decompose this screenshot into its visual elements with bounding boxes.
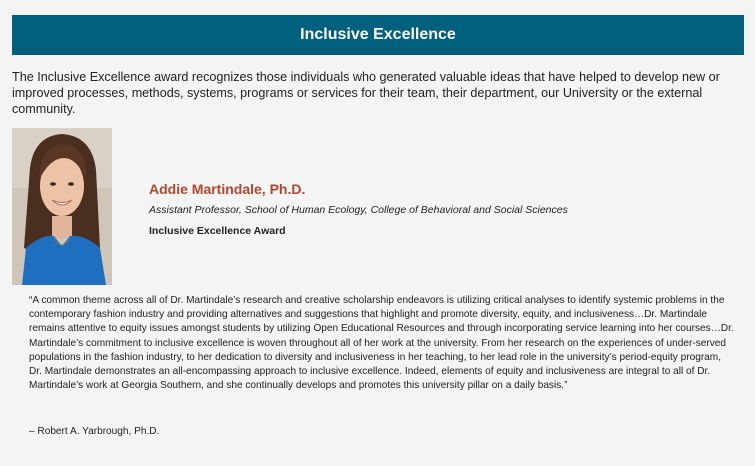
award-name: Inclusive Excellence Award	[149, 225, 286, 237]
section-title: Inclusive Excellence	[300, 26, 456, 43]
quote-attribution: – Robert A. Yarbrough, Ph.D.	[29, 426, 160, 437]
recipient-position: Assistant Professor, School of Human Ecology, College of Behavioral and Social Sciences	[149, 204, 568, 216]
section-banner	[12, 15, 744, 55]
person-portrait-icon	[12, 128, 112, 285]
recipient-photo	[12, 128, 112, 285]
nomination-quote: “A common theme across all of Dr. Martindale’s research and creative scholarship endeavors is utilizing critical analyses to identify systemic problems in the contemporary fashion industry and providing alternatives and suggestions that highlight and promote diversity, equity, and inclusiveness…Dr. Martindale remains attentive to equity issues amongst students by utilizing Open Educational Resources and through incorporating service learning into her courses…Dr. Martindale’s commitment to inclusive excellence is woven throughout all of her work at the university. From her research on the experiences of under-served populations in the fashion industry, to her dedication to diversity and inclusiveness in her teaching, to her lead role in the university’s period-equity program, Dr. Martindale demonstrates an all-encompassing approach to inclusive excellence. Indeed, elements of equity and inclusiveness are integral to all of Dr. Martindale’s work at Georgia Southern, and she continually develops and promotes this university pillar on a daily basis.”	[29, 295, 734, 392]
recipient-name: Addie Martindale, Ph.D.	[149, 181, 306, 197]
award-description: The Inclusive Excellence award recognizes those individuals who generated valuable ideas that have helped to develop new or improved processes, methods, systems, programs or services for their team, their department, our University or the external community.	[12, 70, 720, 116]
recipient-profile	[149, 180, 709, 238]
